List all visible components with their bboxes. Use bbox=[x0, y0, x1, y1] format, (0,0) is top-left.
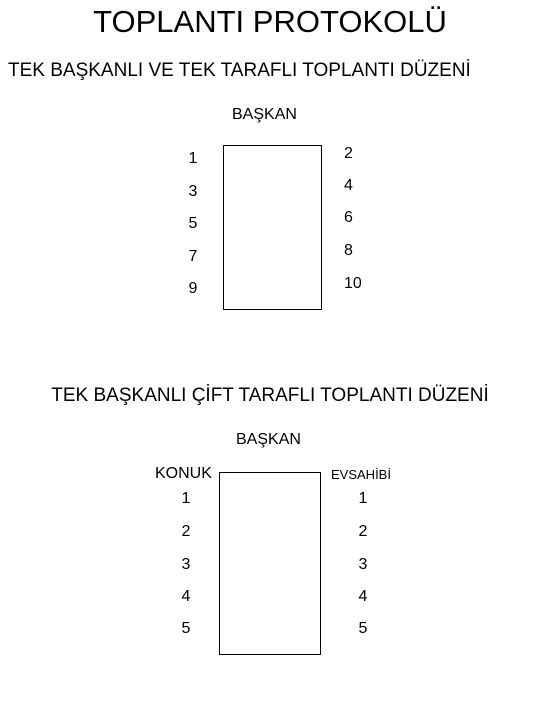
section1-table bbox=[223, 145, 322, 310]
section2-heading: TEK BAŞKANLI ÇİFT TARAFLI TOPLANTI DÜZENİ bbox=[51, 385, 489, 406]
section2-chair-label: BAŞKAN bbox=[236, 431, 301, 448]
section2-guest-label: KONUK bbox=[155, 465, 212, 482]
section2-left-seat-4: 4 bbox=[181, 588, 191, 605]
section1-left-seat-3: 3 bbox=[188, 183, 198, 200]
section2-right-seat-5: 5 bbox=[358, 620, 368, 637]
section2-left-seat-1: 1 bbox=[181, 490, 191, 507]
section1-chair-label: BAŞKAN bbox=[232, 106, 297, 123]
section2-right-seat-2: 2 bbox=[358, 523, 368, 540]
section2-left-seat-2: 2 bbox=[181, 523, 191, 540]
section1-right-seat-2: 2 bbox=[344, 145, 353, 162]
section1-heading: TEK BAŞKANLI VE TEK TARAFLI TOPLANTI DÜZENİ bbox=[8, 60, 471, 81]
section2-left-seat-3: 3 bbox=[181, 556, 191, 573]
section1-left-seat-9: 9 bbox=[188, 280, 198, 297]
section1-left-seat-7: 7 bbox=[188, 248, 198, 265]
section1-right-seat-4: 4 bbox=[344, 177, 353, 194]
section2-right-seat-4: 4 bbox=[358, 588, 368, 605]
section2-left-seat-5: 5 bbox=[181, 620, 191, 637]
section2-right-seat-3: 3 bbox=[358, 556, 368, 573]
page-title: TOPLANTI PROTOKOLÜ bbox=[93, 4, 447, 39]
section2-table bbox=[219, 472, 321, 655]
section1-right-seat-6: 6 bbox=[344, 209, 353, 226]
section1-right-seat-10: 10 bbox=[344, 275, 362, 292]
section2-right-seat-1: 1 bbox=[358, 490, 368, 507]
section1-left-seat-1: 1 bbox=[188, 150, 198, 167]
section1-left-seat-5: 5 bbox=[188, 215, 198, 232]
section1-right-seat-8: 8 bbox=[344, 242, 353, 259]
section2-host-label: EVSAHİBİ bbox=[331, 467, 391, 482]
